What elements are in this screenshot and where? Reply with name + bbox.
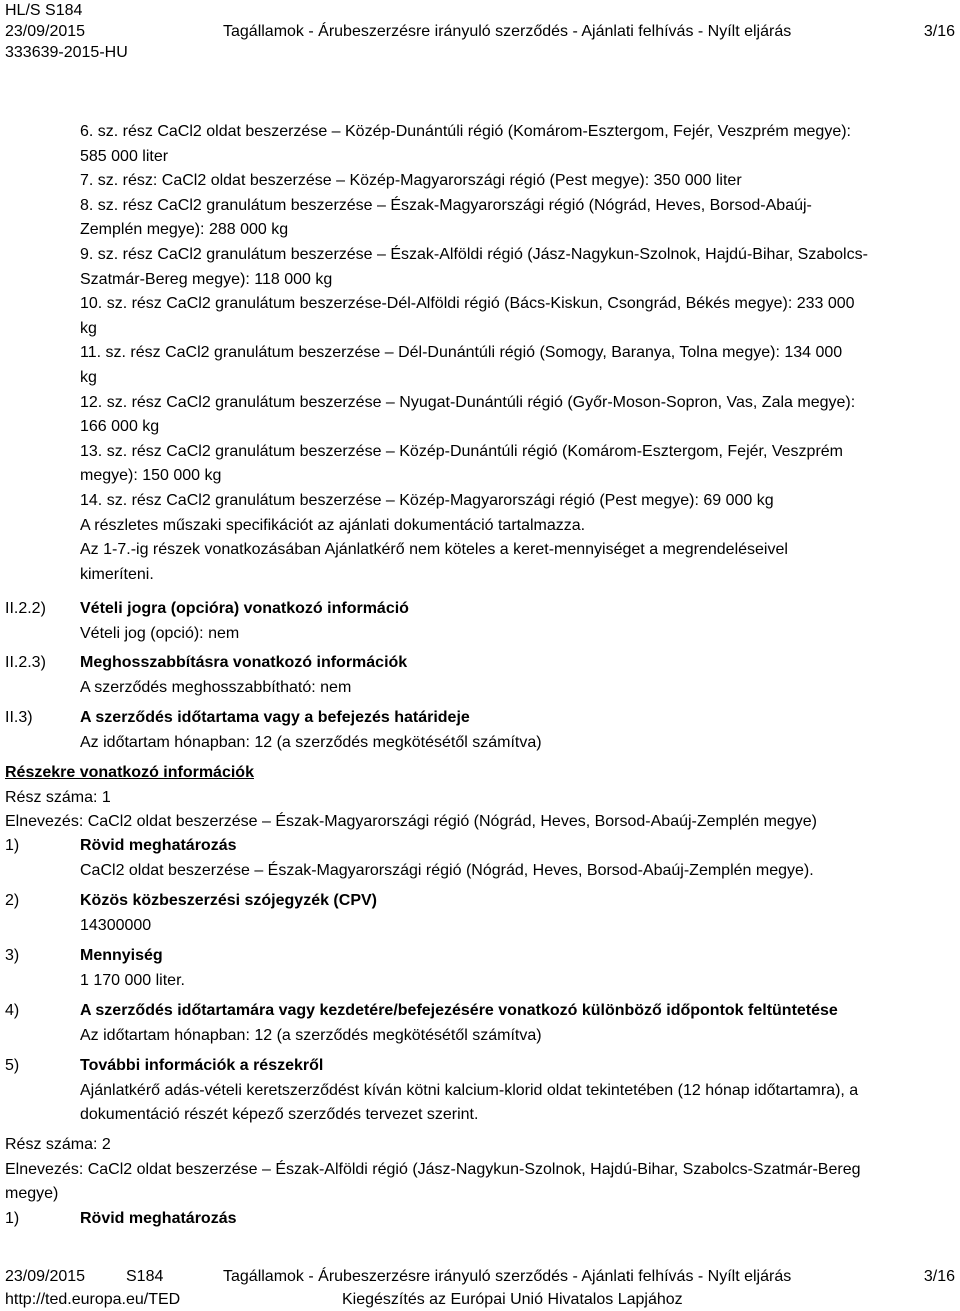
item-number: 4)	[5, 1002, 20, 1019]
item-title: A szerződés időtartamára vagy kezdetére/befejezésére vonatkozó különböző időpontok feltüntetése	[80, 1002, 838, 1019]
header-row-2	[5, 21, 955, 42]
section-label: II.2.2)	[5, 600, 46, 617]
parts-heading: Részekre vonatkozó információk	[5, 764, 254, 781]
part-name-continued: megye)	[5, 1185, 59, 1203]
item-text: Az időtartam hónapban: 12 (a szerződés megkötésétől számítva)	[80, 1026, 542, 1044]
section-text: Vételi jog (opció): nem	[80, 624, 240, 642]
item-text: 14300000	[80, 916, 152, 934]
parts-list-line: kg	[80, 368, 97, 386]
parts-list-line: 14. sz. rész CaCl2 granulátum beszerzése – Közép-Magyarországi régió (Pest megye): 69 000 kg	[80, 491, 774, 509]
item-text: Ajánlatkérő adás-vételi keretszerződést kíván kötni kalcium-klorid oldat tekintetében (12 hónap időtartamra), a	[80, 1081, 859, 1099]
header-row-1	[5, 0, 955, 21]
item-number: 5)	[5, 1057, 20, 1074]
parts-list-line: Zemplén megye): 288 000 kg	[80, 221, 289, 239]
part-name: Elnevezés: CaCl2 oldat beszerzése – Észak-Alföldi régió (Jász-Nagykun-Szolnok, Hajdú-Bihar, Szabolcs-Szatmár-Bereg	[5, 1160, 861, 1178]
footer-url[interactable]: http://ted.europa.eu/TED	[5, 1291, 181, 1308]
parts-list-line: 12. sz. rész CaCl2 granulátum beszerzése – Nyugat-Dunántúli régió (Győr-Moson-Sopron, Vas, Zala megye):	[80, 393, 856, 411]
parts-list-line: 6. sz. rész CaCl2 oldat beszerzése – Közép-Dunántúli régió (Komárom-Esztergom, Fejér, Veszprém megye):	[80, 123, 851, 140]
parts-list-line: 585 000 liter	[80, 147, 169, 165]
item-title: Közös közbeszerzési szójegyzék (CPV)	[80, 892, 377, 909]
header-date: 23/09/2015	[5, 23, 86, 40]
item-title: További információk a részekről	[80, 1057, 324, 1074]
header-code: HL/S S184	[5, 2, 83, 19]
item-number: 1)	[5, 837, 20, 854]
footer-publisher: Kiegészítés az Európai Unió Hivatalos Lapjához	[342, 1291, 683, 1308]
footer-row-1	[5, 1265, 955, 1288]
section-text: A szerződés meghosszabbítható: nem	[80, 678, 352, 696]
item-number: 3)	[5, 947, 20, 964]
item-text: 1 170 000 liter.	[80, 971, 185, 989]
part-number: Rész száma: 1	[5, 788, 111, 806]
item-text: dokumentáció részét képező szerződés tervezet szerint.	[80, 1106, 479, 1124]
parts-list-line: 10. sz. rész CaCl2 granulátum beszerzése-Dél-Alföldi régió (Bács-Kiskun, Csongrád, Békés megye): 233 000	[80, 295, 855, 313]
item-title: Mennyiség	[80, 947, 163, 964]
footer-page: 3/16	[923, 1268, 955, 1285]
header-ref: 333639-2015-HU	[5, 44, 128, 61]
part-name: Elnevezés: CaCl2 oldat beszerzése – Észak-Magyarországi régió (Nógrád, Heves, Borsod-Abaúj-Zemplén megye)	[5, 813, 817, 831]
parts-list-line: 9. sz. rész CaCl2 granulátum beszerzése – Észak-Alföldi régió (Jász-Nagykun-Szolnok, Hajdú-Bihar, Szabolcs-	[80, 245, 868, 263]
page-footer	[5, 1265, 955, 1311]
item-title: Rövid meghatározás	[80, 1210, 237, 1227]
parts-list-line: 11. sz. rész CaCl2 granulátum beszerzése – Dél-Dunántúli régió (Somogy, Baranya, Tolna megye): 134 000	[80, 344, 843, 362]
section-text: Az időtartam hónapban: 12 (a szerződés megkötésétől számítva)	[80, 733, 542, 751]
parts-list-line: Az 1-7.-ig részek vonatkozásában Ajánlatkérő nem köteles a keret-mennyiséget a megrendeléseivel	[80, 541, 788, 559]
part-2-block	[5, 1133, 955, 1207]
section-label: II.2.3)	[5, 654, 46, 671]
item-text: CaCl2 oldat beszerzése – Észak-Magyarországi régió (Nógrád, Heves, Borsod-Abaúj-Zemplén megye).	[80, 861, 814, 879]
footer-row-2	[5, 1288, 955, 1311]
parts-list-line: kimeríteni.	[80, 565, 154, 583]
parts-list	[80, 120, 952, 587]
part-1-block	[5, 761, 955, 835]
header-title: Tagállamok - Árubeszerzésre irányuló szerződés - Ajánlati felhívás - Nyílt eljárás	[223, 23, 792, 40]
parts-list-line: megye): 150 000 kg	[80, 467, 222, 485]
item-number: 2)	[5, 892, 20, 909]
section-title: Meghosszabbításra vonatkozó információk	[80, 654, 408, 671]
item-number: 1)	[5, 1210, 20, 1227]
section-title: A szerződés időtartama vagy a befejezés határideje	[80, 709, 470, 726]
header-row-3	[5, 42, 955, 63]
parts-list-line: kg	[80, 319, 97, 337]
footer-title: Tagállamok - Árubeszerzésre irányuló szerződés - Ajánlati felhívás - Nyílt eljárás	[223, 1268, 792, 1285]
parts-list-line: 7. sz. rész: CaCl2 oldat beszerzése – Közép-Magyarországi régió (Pest megye): 350 000 liter	[80, 172, 742, 190]
header-page: 3/16	[923, 23, 955, 40]
parts-list-line: Szatmár-Bereg megye): 118 000 kg	[80, 270, 333, 288]
parts-list-line: A részletes műszaki specifikációt az ajánlati dokumentáció tartalmazza.	[80, 516, 586, 534]
part-number: Rész száma: 2	[5, 1136, 111, 1153]
parts-list-line: 166 000 kg	[80, 418, 160, 436]
section-label: II.3)	[5, 709, 33, 726]
section-title: Vételi jogra (opcióra) vonatkozó információ	[80, 600, 409, 617]
footer-date: 23/09/2015	[5, 1268, 86, 1285]
parts-list-line: 8. sz. rész CaCl2 granulátum beszerzése – Észak-Magyarországi régió (Nógrád, Heves, Borsod-Abaúj-	[80, 196, 812, 214]
footer-code: S184	[126, 1268, 164, 1285]
item-title: Rövid meghatározás	[80, 837, 237, 854]
parts-list-line: 13. sz. rész CaCl2 granulátum beszerzése – Közép-Dunántúli régió (Komárom-Esztergom, Fejér, Veszprém	[80, 442, 843, 460]
page-header	[5, 0, 955, 63]
